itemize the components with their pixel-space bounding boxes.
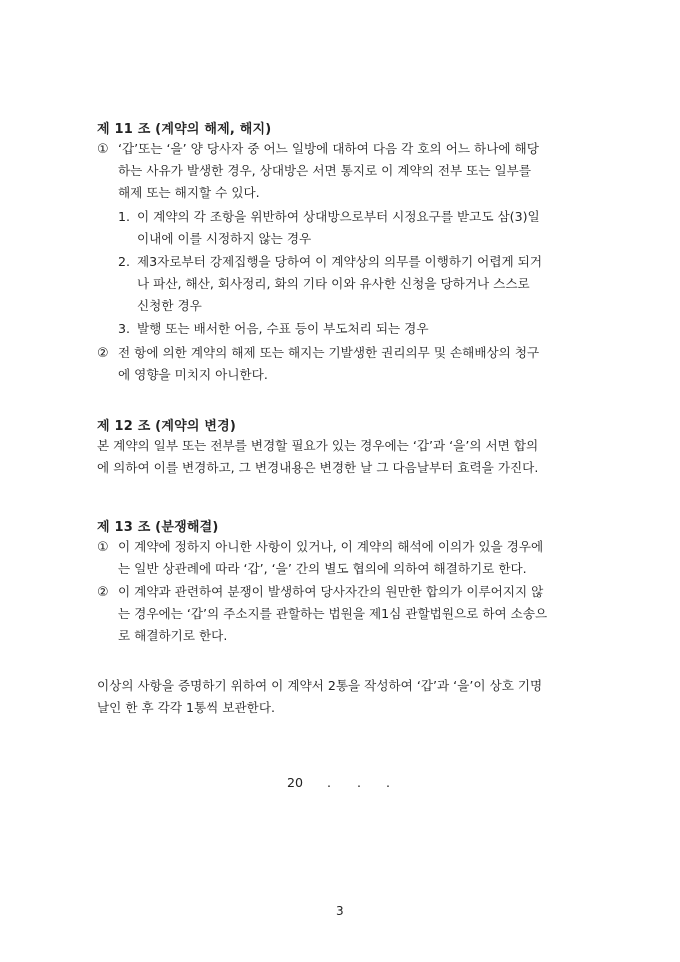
article-11-item-1-line-3: 해제 또는 해지할 수 있다. <box>118 185 260 200</box>
date-day-dot: . <box>357 775 362 790</box>
page-number: 3 <box>336 904 344 918</box>
article-12-heading: 제 12 조 (계약의 변경) <box>97 419 236 434</box>
article-11-sub-2-number: 2. <box>118 254 131 269</box>
closing-line-2: 날인 한 후 각각 1통씩 보관한다. <box>97 700 276 715</box>
article-11-item-2-line-2: 에 영향을 미치지 아니한다. <box>118 367 268 382</box>
article-13-item-2-line-1: 이 계약과 관련하여 분쟁이 발생하여 당사자간의 원만한 합의가 이루어지지 않 <box>118 584 544 599</box>
article-11-sub-1-number: 1. <box>118 209 131 224</box>
closing-line-1: 이상의 사항을 증명하기 위하여 이 계약서 2통을 작성하여 ‘갑’과 ‘을’이 상호 기명 <box>97 678 543 693</box>
article-11-item-1-line-1: ‘갑’또는 ‘을’ 양 당사자 중 어느 일방에 대하여 다음 각 호의 어느 하나에 해당 <box>118 141 539 156</box>
article-12-line-1: 본 계약의 일부 또는 전부를 변경할 필요가 있는 경우에는 ‘갑’과 ‘을’의 서면 합의 <box>97 438 539 453</box>
article-13-item-2-line-3: 로 해결하기로 한다. <box>118 628 228 643</box>
article-12-line-2: 에 의하여 이를 변경하고, 그 변경내용은 변경한 날 그 다음날부터 효력을 가진다. <box>97 460 539 475</box>
article-11-sub-3-line-1: 발행 또는 배서한 어음, 수표 등이 부도처리 되는 경우 <box>137 321 429 336</box>
article-11-sub-1-line-2: 이내에 이를 시정하지 않는 경우 <box>137 231 312 246</box>
article-11-item-1-line-2: 하는 사유가 발생한 경우, 상대방은 서면 통지로 이 계약의 전부 또는 일부를 <box>118 163 532 178</box>
article-13-item-1-line-2: 는 일반 상관례에 따라 ‘갑’, ‘을’ 간의 별도 협의에 의하여 해결하기로 한다. <box>118 561 527 576</box>
article-11-sub-2-line-1: 제3자로부터 강제집행을 당하여 이 계약상의 의무를 이행하기 어렵게 되거 <box>137 254 543 269</box>
date-month-dot: . <box>327 775 332 790</box>
article-13-item-2-marker: ② <box>97 585 109 600</box>
date-year: 20 <box>287 775 304 790</box>
article-11-item-2-line-1: 전 항에 의한 계약의 해제 또는 해지는 기발생한 권리의무 및 손해배상의 청구 <box>118 345 540 360</box>
date-end-dot: . <box>386 775 391 790</box>
article-13-item-1-marker: ① <box>97 540 109 555</box>
article-11-sub-3-number: 3. <box>118 321 131 336</box>
article-13-item-2-line-2: 는 경우에는 ‘갑’의 주소지를 관할하는 법원을 제1심 관할법원으로 하여 소송으 <box>118 606 548 621</box>
article-11-item-1-marker: ① <box>97 142 109 157</box>
article-13-heading: 제 13 조 (분쟁해결) <box>97 520 219 535</box>
article-11-sub-2-line-2: 나 파산, 해산, 회사정리, 화의 기타 이와 유사한 신청을 당하거나 스스로 <box>137 276 530 291</box>
article-11-item-2-marker: ② <box>97 346 109 361</box>
article-11-sub-1-line-1: 이 계약의 각 조항을 위반하여 상대방으로부터 시정요구를 받고도 삼(3)일 <box>137 209 540 224</box>
article-11-heading: 제 11 조 (계약의 해제, 해지) <box>97 122 272 137</box>
article-11-sub-2-line-3: 신청한 경우 <box>137 298 202 313</box>
article-13-item-1-line-1: 이 계약에 정하지 아니한 사항이 있거나, 이 계약의 해석에 이의가 있을 경우에 <box>118 539 544 554</box>
